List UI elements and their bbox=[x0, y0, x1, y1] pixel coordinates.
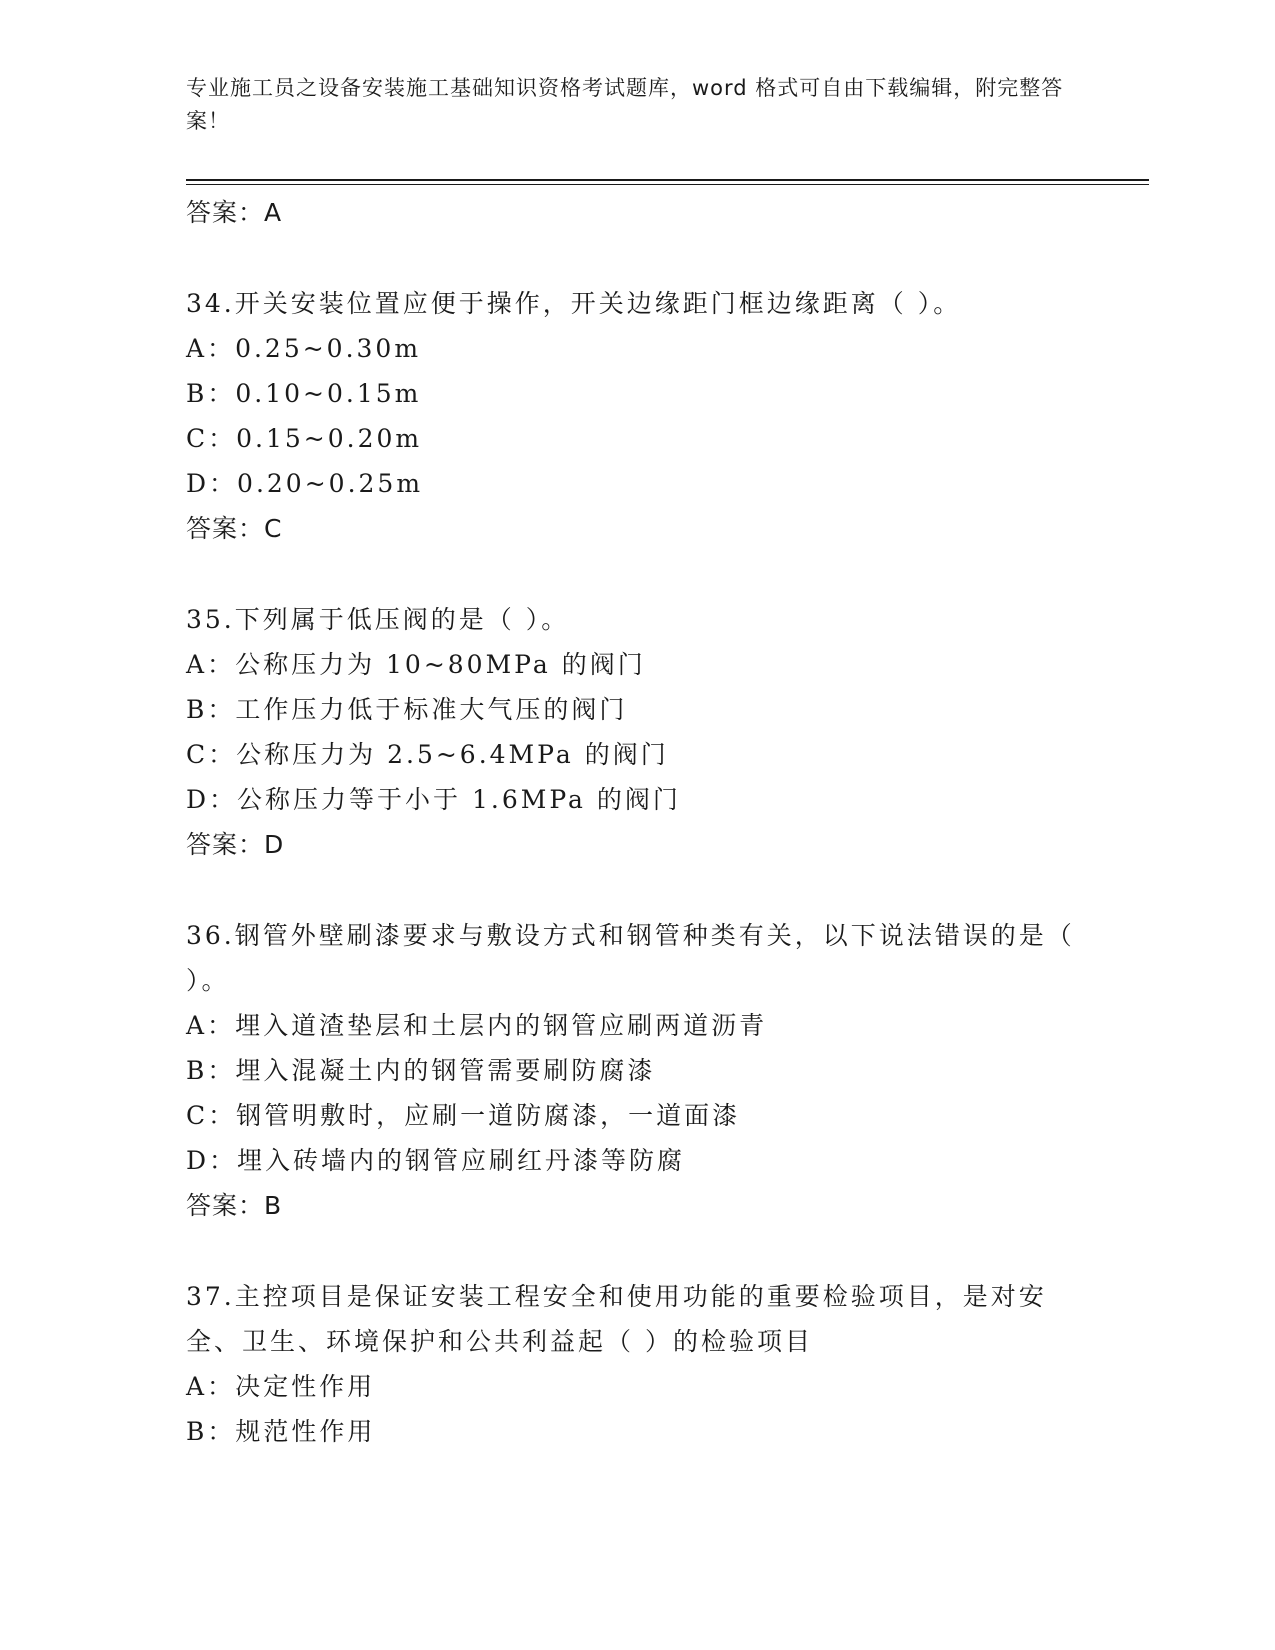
option-b bbox=[186, 371, 1086, 416]
document-header: 专业施工员之设备安装施工基础知识资格考试题库，word 格式可自由下载编辑，附完整答案！ bbox=[186, 76, 1064, 133]
question-stem: 34.开关安装位置应便于操作，开关边缘距门框边缘距离（ ）。 bbox=[186, 289, 962, 318]
option-key: C： bbox=[186, 740, 237, 769]
option-a bbox=[186, 1364, 1086, 1409]
option-text: 0.10~0.15m bbox=[235, 379, 422, 408]
option-d bbox=[186, 777, 1086, 822]
option-text: 埋入道渣垫层和土层内的钢管应刷两道沥青 bbox=[235, 1011, 768, 1040]
option-text: 0.15~0.20m bbox=[236, 424, 423, 453]
question-list bbox=[186, 190, 1086, 1454]
question-answer: 答案：B bbox=[186, 1191, 283, 1220]
option-text: 公称压力为 10~80MPa 的阀门 bbox=[235, 650, 646, 679]
option-text: 公称压力等于小于 1.6MPa 的阀门 bbox=[237, 785, 681, 814]
question-stem: 37.主控项目是保证安装工程安全和使用功能的重要检验项目，是对安全、卫生、环境保护和公共利益起（ ）的检验项目 bbox=[186, 1282, 1047, 1356]
option-d bbox=[186, 1138, 1086, 1183]
option-text: 埋入混凝土内的钢管需要刷防腐漆 bbox=[235, 1056, 656, 1085]
option-key: D： bbox=[186, 469, 238, 498]
option-c bbox=[186, 416, 1086, 461]
question-answer: 答案：D bbox=[186, 830, 285, 859]
header-rule-thick bbox=[186, 179, 1149, 181]
question-answer: 答案：C bbox=[186, 514, 283, 543]
question-37 bbox=[186, 1274, 1086, 1454]
option-c bbox=[186, 1093, 1086, 1138]
option-key: B： bbox=[186, 695, 236, 724]
option-key: C： bbox=[186, 1101, 237, 1130]
option-key: B： bbox=[186, 1417, 236, 1446]
question-34 bbox=[186, 281, 1086, 551]
option-key: A： bbox=[186, 1011, 236, 1040]
question-35 bbox=[186, 597, 1086, 867]
question-stem: 35.下列属于低压阀的是（ ）。 bbox=[186, 605, 570, 634]
option-c bbox=[186, 732, 1086, 777]
option-text: 埋入砖墙内的钢管应刷红丹漆等防腐 bbox=[237, 1146, 686, 1175]
option-text: 0.20~0.25m bbox=[237, 469, 424, 498]
option-text: 决定性作用 bbox=[235, 1372, 376, 1401]
question-36 bbox=[186, 913, 1086, 1228]
option-a bbox=[186, 642, 1086, 687]
option-text: 规范性作用 bbox=[235, 1417, 376, 1446]
header-rule-thin bbox=[186, 184, 1149, 185]
option-text: 0.25~0.30m bbox=[235, 334, 422, 363]
option-b bbox=[186, 687, 1086, 732]
option-key: A： bbox=[186, 334, 236, 363]
option-text: 工作压力低于标准大气压的阀门 bbox=[235, 695, 628, 724]
option-key: A： bbox=[186, 650, 236, 679]
option-b bbox=[186, 1048, 1086, 1093]
option-key: D： bbox=[186, 785, 238, 814]
option-d bbox=[186, 461, 1086, 506]
option-a bbox=[186, 326, 1086, 371]
option-key: D： bbox=[186, 1146, 238, 1175]
previous-answer: 答案：A bbox=[186, 198, 283, 227]
option-b bbox=[186, 1409, 1086, 1454]
option-key: B： bbox=[186, 1056, 236, 1085]
question-stem: 36.钢管外壁刷漆要求与敷设方式和钢管种类有关，以下说法错误的是（ ）。 bbox=[186, 921, 1075, 995]
option-text: 公称压力为 2.5~6.4MPa 的阀门 bbox=[236, 740, 669, 769]
option-key: B： bbox=[186, 379, 236, 408]
option-key: C： bbox=[186, 424, 237, 453]
option-a bbox=[186, 1003, 1086, 1048]
option-key: A： bbox=[186, 1372, 236, 1401]
option-text: 钢管明敷时，应刷一道防腐漆，一道面漆 bbox=[236, 1101, 741, 1130]
